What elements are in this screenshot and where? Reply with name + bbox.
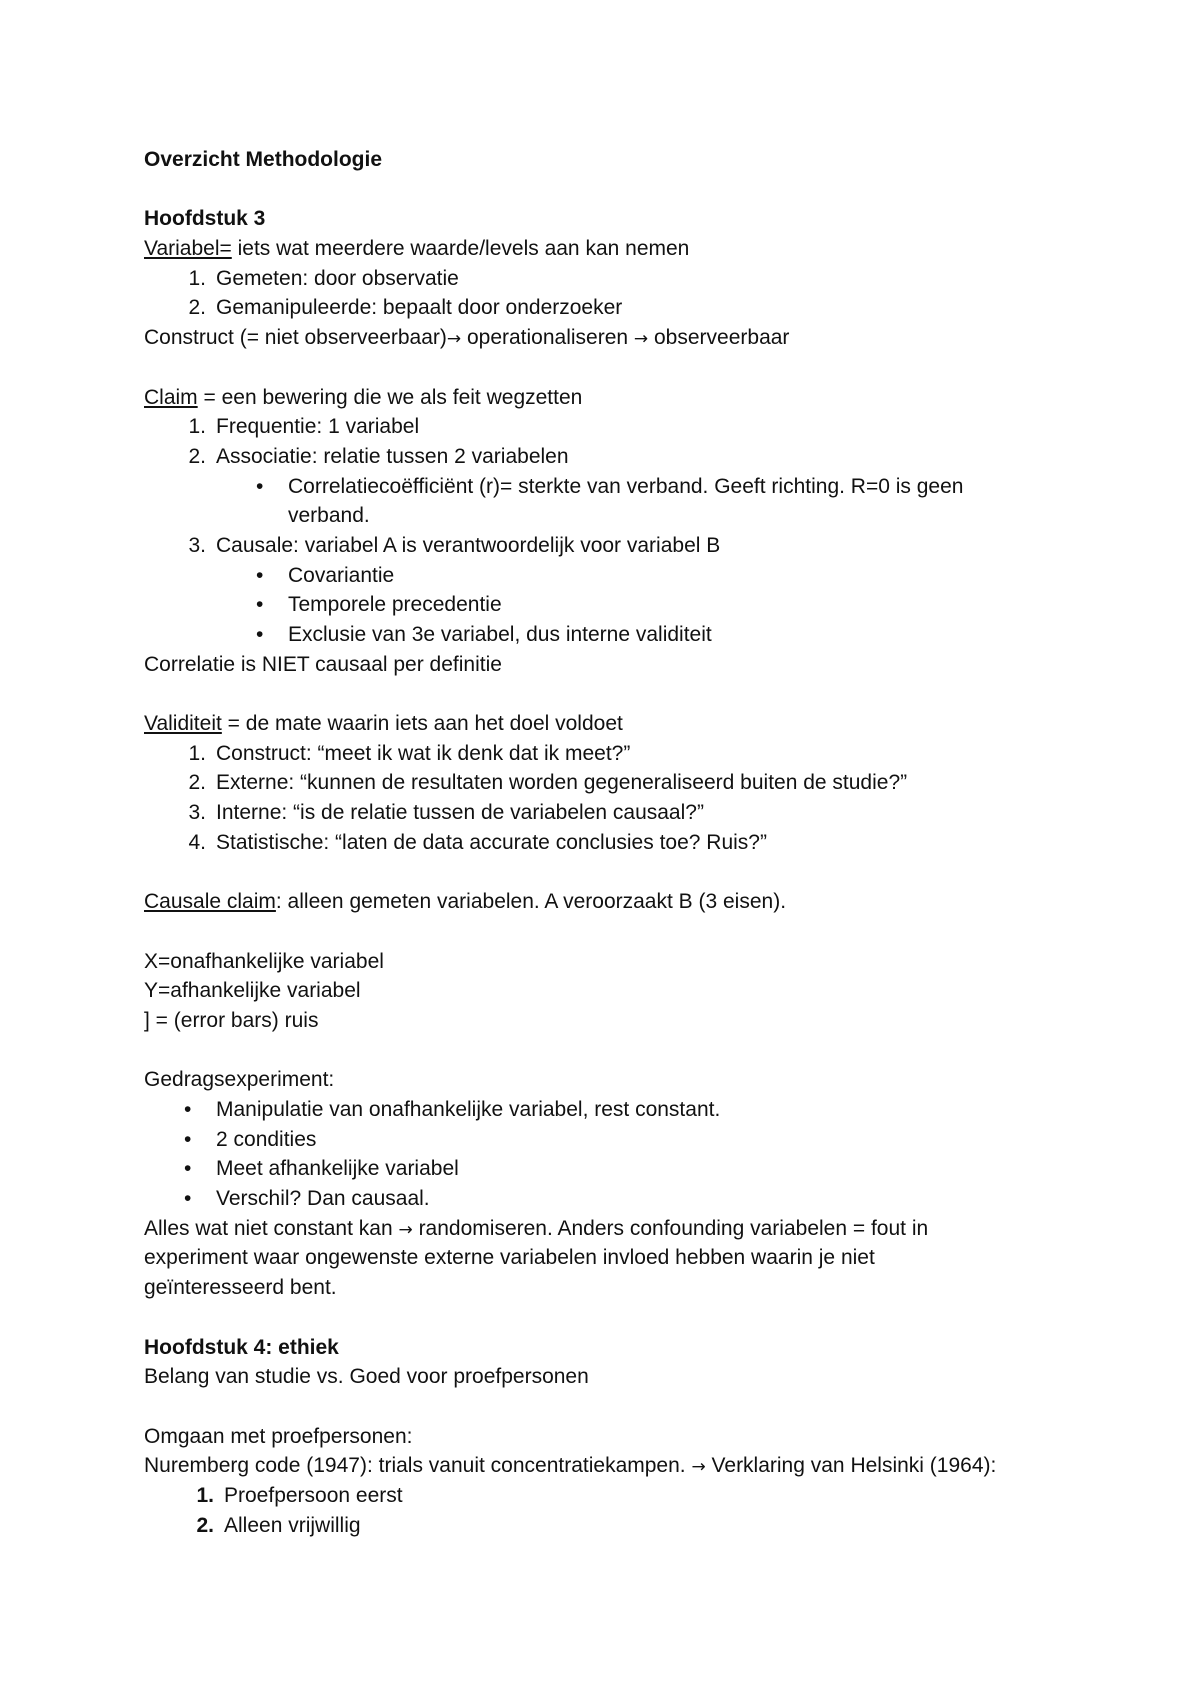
list-item: 1. Gemeten: door observatie [188,266,459,290]
error-bars-definition: ] = (error bars) ruis [144,1008,319,1032]
list-item: • Correlatiecoëfficiënt (r)= sterkte van verband. Geeft richting. R=0 is geen verband. [144,472,1104,531]
construct-line: Construct (= niet observeerbaar)→ operationaliseren → observeerbaar [144,326,790,350]
bullet-icon: • [184,1127,192,1151]
list-item: 2. Gemanipuleerde: bepaalt door onderzoeker [188,296,623,320]
arrow-right-icon: → [446,329,462,350]
alles-paragraph-line: geïnteresseerd bent. [144,1276,337,1300]
arrow-right-icon: → [398,1219,413,1240]
heading-hoofdstuk-4: Hoofdstuk 4: ethiek [144,1335,339,1359]
heading-hoofdstuk-3: Hoofdstuk 3 [144,207,266,231]
list-item: • Covariantie [144,561,1104,591]
gedragsexperiment-heading: Gedragsexperiment: [144,1068,335,1092]
y-definition: Y=afhankelijke variabel [144,979,361,1003]
list-item: 1. Frequentie: 1 variabel [188,415,420,439]
list-item: • Meet afhankelijke variabel [144,1154,1104,1184]
nuremberg-line: Nuremberg code (1947): trials vanuit concentratiekampen. → Verklaring van Helsinki (1964): [144,1454,997,1478]
belang-line: Belang van studie vs. Goed voor proefpersonen [144,1365,589,1389]
list-item: 1. Proefpersoon eerst [196,1483,403,1507]
list-item: 2. Alleen vrijwillig [196,1513,361,1537]
x-definition: X=onafhankelijke variabel [144,949,384,973]
bullet-icon: • [256,593,264,617]
bullet-icon: • [184,1187,192,1211]
list-item: 1. Construct: “meet ik wat ik denk dat ik meet?” [188,741,631,765]
omgaan-heading: Omgaan met proefpersonen: [144,1424,413,1448]
list-item: • Manipulatie van onafhankelijke variabel, rest constant. [144,1095,1104,1125]
alles-paragraph-line: experiment waar ongewenste externe variabelen invloed hebben waarin je niet [144,1246,875,1270]
bullet-icon: • [256,563,264,587]
arrow-right-icon: → [633,329,649,350]
list-item: • Verschil? Dan causaal. [144,1184,1104,1214]
list-item: 3. Causale: variabel A is verantwoordelijk voor variabel B [188,533,721,557]
list-item: 2. Externe: “kunnen de resultaten worden gegeneraliseerd buiten de studie?” [188,771,908,795]
validiteit-definition: Validiteit = de mate waarin iets aan het doel voldoet [144,712,623,736]
document-title: Overzicht Methodologie [144,148,383,171]
correlatie-note: Correlatie is NIET causaal per definitie [144,652,502,676]
list-item: • Temporele precedentie [144,590,1104,620]
arrow-right-icon: → [691,1457,706,1478]
list-item: • 2 condities [144,1125,1104,1155]
alles-paragraph-line: Alles wat niet constant kan → randomiseren. Anders confounding variabelen = fout in [144,1216,929,1240]
claim-definition: Claim = een bewering die we als feit wegzetten [144,385,583,409]
bullet-icon: • [256,623,264,647]
document-content [144,145,1104,1540]
bullet-icon: • [184,1157,192,1181]
list-item: 2. Associatie: relatie tussen 2 variabelen [188,444,569,468]
list-item: • Exclusie van 3e variabel, dus interne validiteit [144,620,1104,650]
causale-claim-definition: Causale claim: alleen gemeten variabelen. A veroorzaakt B (3 eisen). [144,890,787,914]
bullet-icon: • [256,474,264,498]
list-item: 4. Statistische: “laten de data accurate conclusies toe? Ruis?” [188,830,767,854]
list-item: 3. Interne: “is de relatie tussen de variabelen causaal?” [188,801,704,825]
bullet-icon: • [184,1098,192,1122]
variabel-definition: Variabel= iets wat meerdere waarde/levels aan kan nemen [144,237,690,261]
